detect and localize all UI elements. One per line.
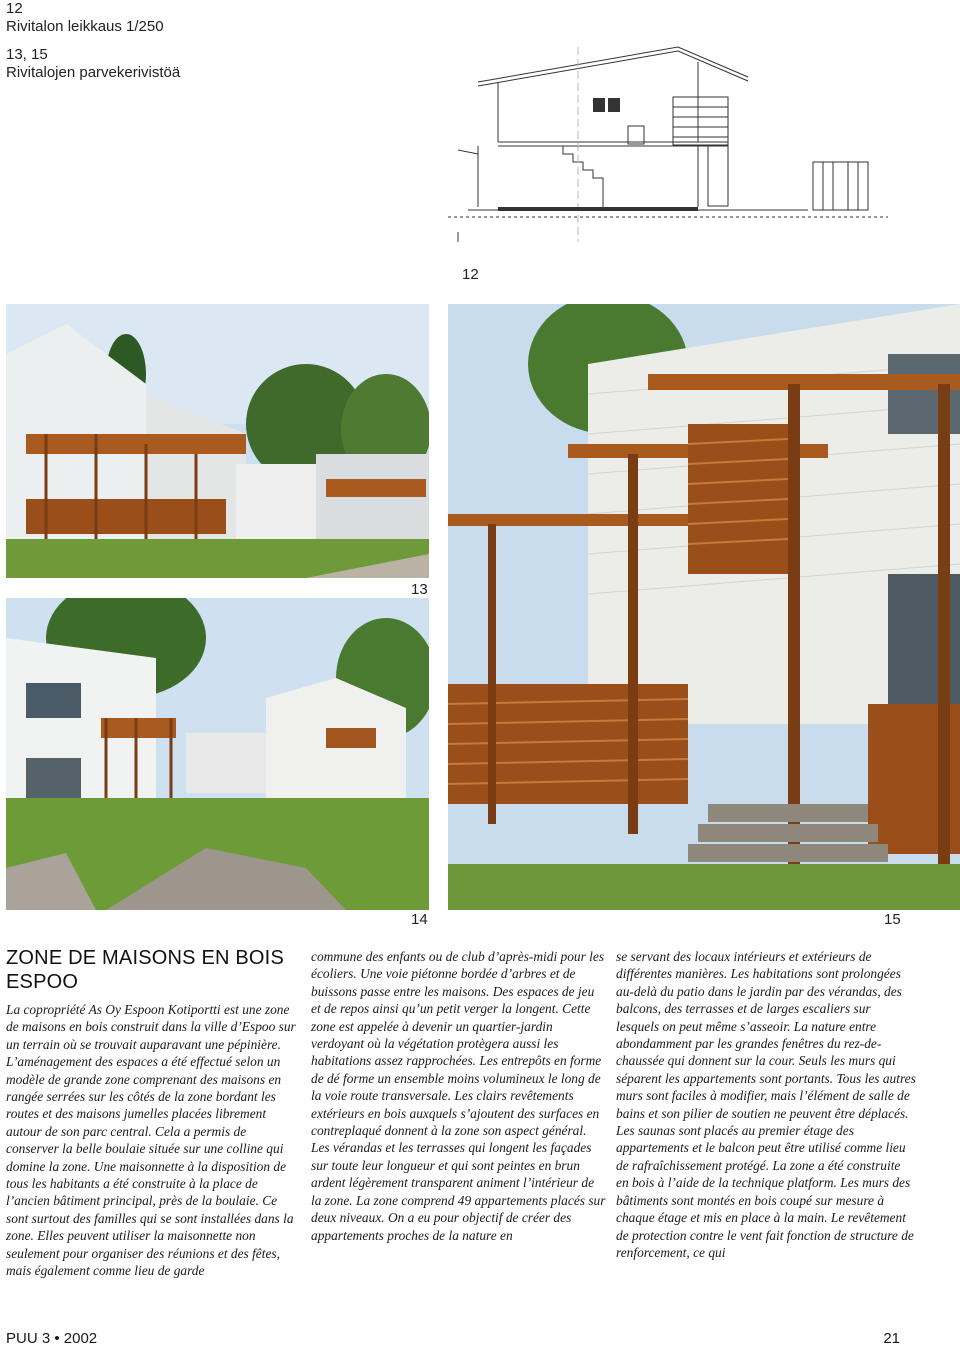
caption-number: 13, 15 (6, 46, 48, 63)
caption-text: Rivitalon leikkaus 1/250 (6, 18, 164, 35)
figure-number-13: 13 (411, 581, 428, 598)
article-column-3 (616, 948, 916, 1261)
figure-number-15: 15 (884, 911, 901, 928)
caption-text: Rivitalojen parvekerivistöä (6, 64, 181, 81)
photo-13-row-houses (6, 304, 429, 578)
photo-15-balconies (448, 304, 960, 910)
row-houses-photo (6, 304, 429, 578)
photo-14-courtyard (6, 598, 429, 910)
article-title-line-1: ZONE DE MAISONS EN BOIS (6, 947, 284, 969)
caption-number: 12 (6, 0, 23, 17)
courtyard-photo (6, 598, 429, 910)
article-column-1 (6, 1001, 298, 1280)
caption-figures-13-15 (6, 46, 180, 82)
building-section-illustration (448, 42, 888, 242)
figure-number-14: 14 (411, 911, 428, 928)
article-column-2 (311, 948, 607, 1244)
column-1-text: La copropriété As Oy Espoon Kotiportti est une zone de maisons en bois construit dans la ville d’Espoo sur un terrain où se trouvait auparavant une pépinière. L’aménagement des espaces a été effectué selon un modèle de grande zone comprenant des maisons en rangée serrées sur les côtés de la zone bordant les routes et des maisons jumelles placées librement autour de son parc central. Cela a permis de conserver la belle boulaie située sur une colline qui domine la zone. Une maisonnette à la disposition de tous les habitants a été construite à la place de l’ancien bâtiment principal, près de la boulaie. Ce sont surtout des familles qui se sont installées dans la zone. Elles peuvent utiliser la maisonnette non seulement pour organiser des réunions et des fêtes, mais également comme lieu de garde (6, 1002, 296, 1279)
column-2-text: commune des enfants ou de club d’après-midi pour les écoliers. Une voie piétonne bordée d’arbres et de buissons passe entre les maisons. Des espaces de jeu et de repos ainsi qu’un petit verger la longent. Cette zone est appelée à devenir un quartier-jardin verdoyant où la végétation protègera aussi les habitations assez rapprochées. Les entrepôts en forme de dé forme un ensemble moins volumineux le long de la voie route transversale. Les clairs revêtements extérieurs en bois auxquels s’ajoutent des surfaces en contreplaqué donnent à la zone son aspect général. Les vérandas et les terrasses qui longent les façades sur toute leur longueur et qui sont peintes en brun ardent légèrement transparent animent l’intérieur de la zone. La zone comprend 49 appartements placés sur deux niveaux. On a eu pour objectif de créer des appartements proches de la nature en (311, 949, 606, 1243)
caption-figure-12 (6, 0, 164, 36)
balconies-closeup-photo (448, 304, 960, 910)
magazine-issue: PUU 3 • 2002 (6, 1330, 98, 1347)
section-drawing (448, 42, 888, 242)
article-title (6, 946, 284, 994)
page-number: 21 (883, 1330, 900, 1347)
figure-number-12: 12 (462, 266, 479, 283)
article-title-line-2: ESPOO (6, 971, 79, 993)
column-3-text: se servant des locaux intérieurs et extérieurs de différentes manières. Les habitations sont prolongées au-delà du patio dans le jardin par des vérandas, des balcons, des terrasses et de larges escaliers sur lesquels on peut même s’asseoir. La nature entre abondamment par les grandes fenêtres du rez-de-chaussée qui donnent sur la cour. Seuls les murs qui séparent les appartements sont portants. Tous les autres murs sont faciles à modifier, mais l’élément de salle de bains et son pilier de soutien ne peuvent être déplacés. Les saunas sont placés au premier étage des appartements et le balcon peut être utilisé comme lieu de rafraîchissement protégé. La zone a été construite en bois à l’aide de la technique platform. Les murs des bâtiments sont montés en bois coupé sur mesure à chaque étage et mis en place à la main. Le revêtement de protection contre le vent fait fonction de structure de renforcement, ce qui (616, 949, 916, 1260)
